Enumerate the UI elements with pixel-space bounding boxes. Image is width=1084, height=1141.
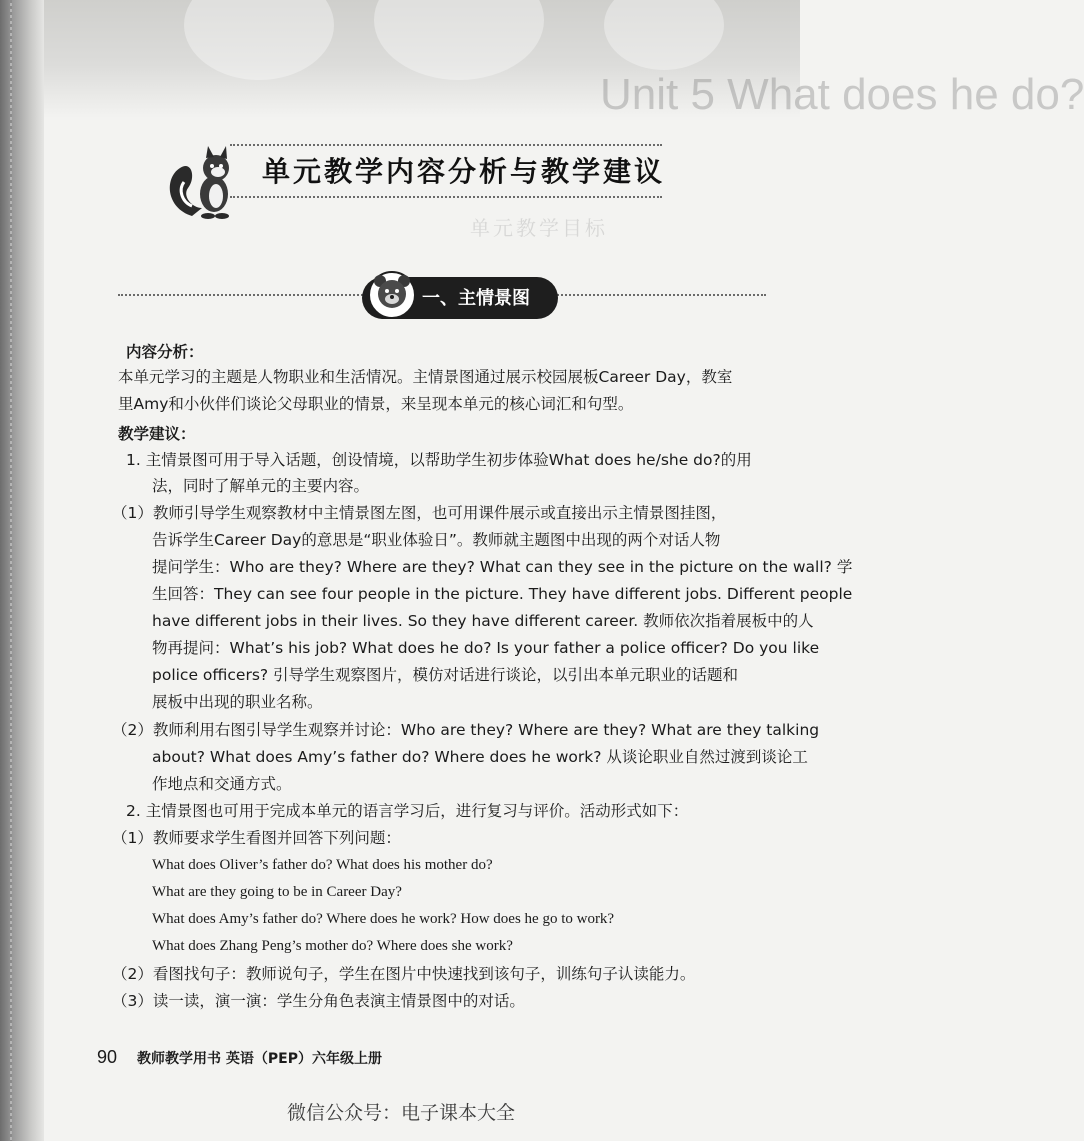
body-line: police officers? 引导学生观察图片，模仿对话进行谈论，以引出本单元职业的话题和 (152, 666, 739, 684)
question-line: What are they going to be in Career Day? (152, 884, 402, 900)
question-line: What does Oliver’s father do? What does his mother do? (152, 857, 493, 873)
analysis-heading: 内容分析： (126, 343, 204, 361)
page-number: 90 (97, 1047, 118, 1067)
body-line: 法，同时了解单元的主要内容。 (152, 477, 370, 495)
squirrel-icon (162, 138, 242, 220)
question-line: What does Zhang Peng’s mother do? Where does she work? (152, 938, 513, 954)
analysis-line: 本单元学习的主题是人物职业和生活情况。主情景图通过展示校园展板Career Day，教室 (118, 368, 733, 386)
body-line: about? What does Amy’s father do? Where does he work? 从谈论职业自然过渡到谈论工 (152, 748, 808, 766)
body-line: 物再提问：What’s his job? What does he do? Is your father a police officer? Do you like (152, 639, 820, 657)
title-dotted-rule-top (230, 144, 662, 146)
body-line: 展板中出现的职业名称。 (152, 693, 323, 711)
book-title: 教师教学用书 英语（PEP）六年级上册 (137, 1051, 382, 1067)
body-line: 作地点和交通方式。 (152, 775, 292, 793)
body-line: 生回答：They can see four people in the picture. They have different jobs. Different people (152, 585, 853, 603)
body-line: have different jobs in their lives. So they have different career. 教师依次指着展板中的人 (152, 612, 814, 630)
body-line: 告诉学生Career Day的意思是“职业体验日”。教师就主题图中出现的两个对话人物 (152, 531, 721, 549)
body-line: 2. 主情景图也可用于完成本单元的语言学习后，进行复习与评价。活动形式如下： (126, 802, 689, 820)
body-line: 1. 主情景图可用于导入话题，创设情境，以帮助学生初步体验What does he/she do?的用 (126, 451, 752, 469)
watermark: 微信公众号：电子课本大全 (287, 1102, 516, 1124)
page-title: 单元教学内容分析与教学建议 (262, 155, 666, 188)
bleed-through-unit-heading: Unit 5 What does he do? (600, 70, 1084, 119)
bleed-through-text: 单元教学目标 (470, 216, 608, 240)
title-dotted-rule-bottom (230, 196, 662, 198)
analysis-line: 里Amy和小伙伴们谈论父母职业的情景，来呈现本单元的核心词汇和句型。 (118, 395, 634, 413)
bear-icon (366, 267, 418, 319)
question-line: What does Amy’s father do? Where does he work? How does he go to work? (152, 911, 615, 927)
book-page-edge (0, 0, 44, 1141)
body-line: （1）教师要求学生看图并回答下列问题： (112, 829, 401, 847)
suggestion-heading: 教学建议： (118, 425, 196, 443)
body-line: （2）看图找句子：教师说句子，学生在图片中快速找到该句子，训练句子认读能力。 (112, 965, 696, 983)
section-label: 一、主情景图 (422, 288, 530, 309)
body-line: （1）教师引导学生观察教材中主情景图左图，也可用课件展示或直接出示主情景图挂图， (112, 504, 727, 522)
body-line: （3）读一读，演一演：学生分角色表演主情景图中的对话。 (112, 992, 525, 1010)
body-line: （2）教师利用右图引导学生观察并讨论：Who are they? Where are they? What are they talking (112, 721, 820, 739)
body-line: 提问学生：Who are they? Where are they? What can they see in the picture on the wall? 学 (152, 558, 853, 576)
